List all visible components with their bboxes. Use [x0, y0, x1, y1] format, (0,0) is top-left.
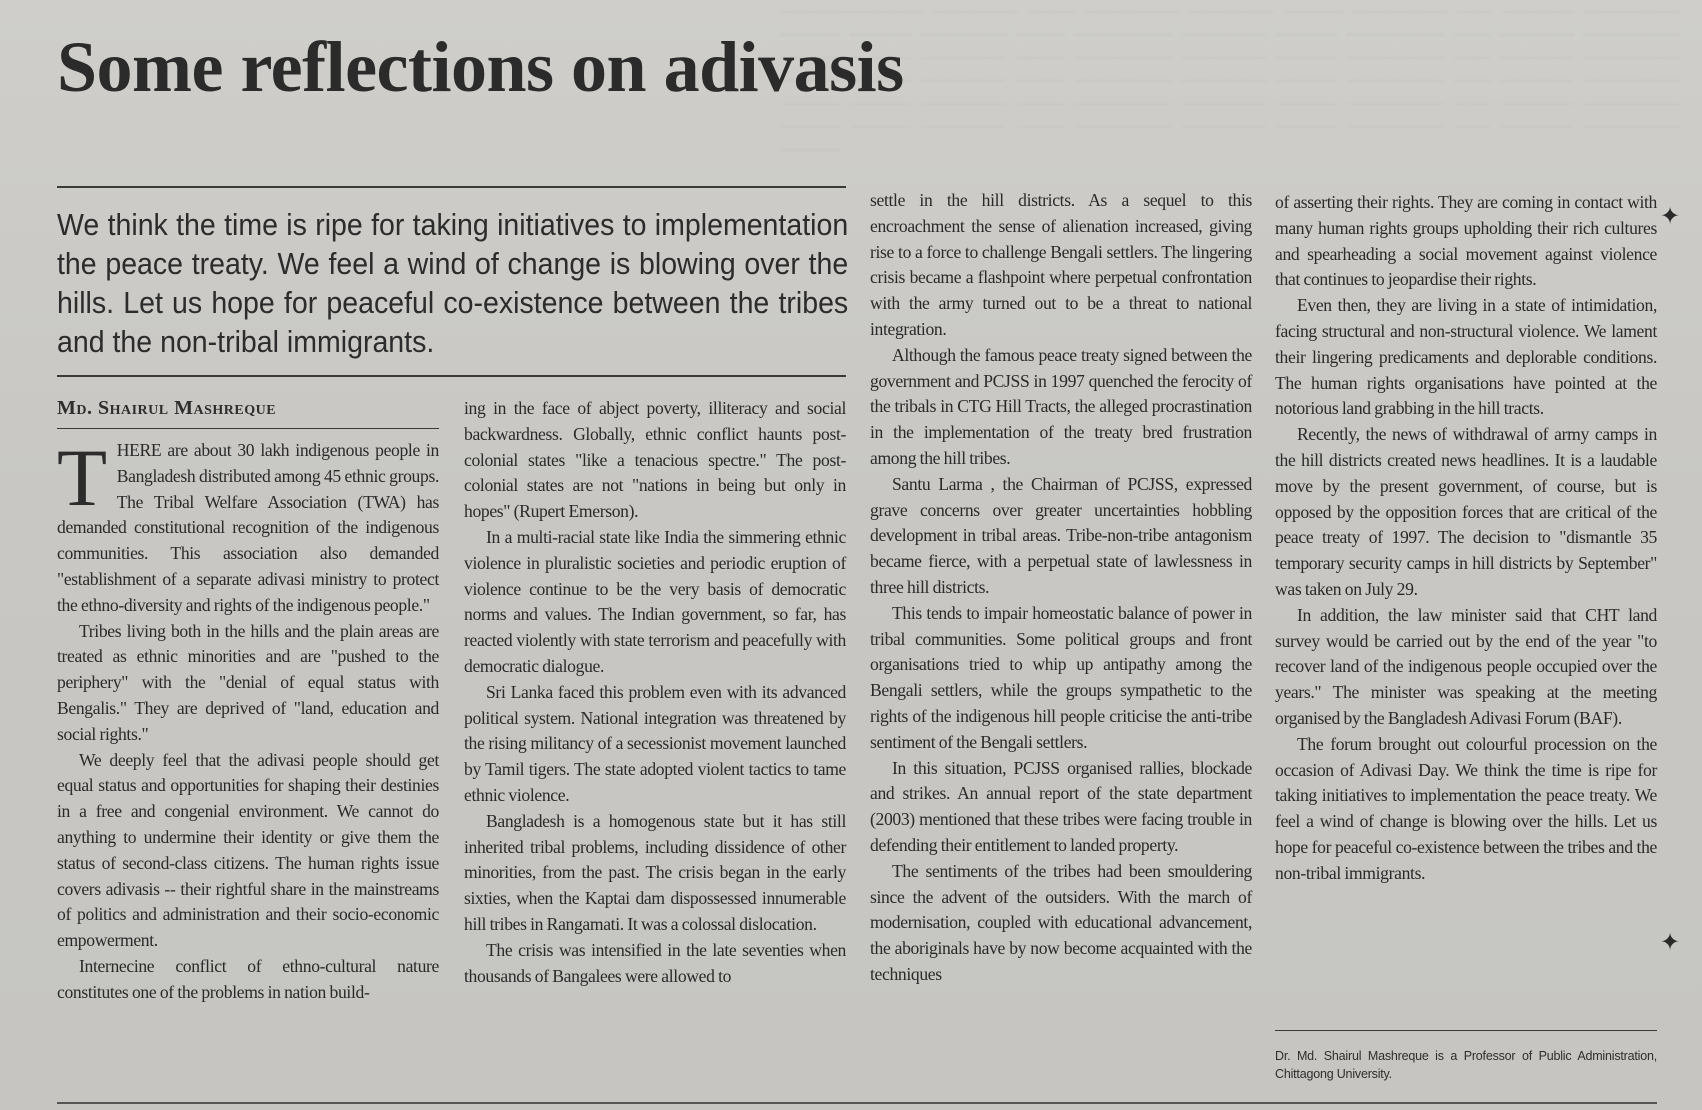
- paragraph-3: We deeply feel that the adivasi people should get equal status and opportunities for shaping their destinies in a free and congenial environment. We cannot do anything to undermine their identity or give them the status of second-class citizens. The human rights issue covers adivasis -- their rightful share in the mainstreams of politics and administration and their socio-economic empowerment.: [57, 749, 439, 951]
- paragraph-5: The forum brought out colourful procession on the occasion of Adivasi Day. We think the time is ripe for taking initiatives to implementation the peace treaty. We feel a wind of change is blowing over the hills. Let us hope for peaceful co-existence between the tribes and the non-tribal immigrants.: [1275, 733, 1657, 883]
- standfirst-bottom-rule: [57, 375, 846, 377]
- scan-speck-mark: ✦: [1660, 204, 1681, 230]
- paragraph-2: Although the famous peace treaty signed between the government and PCJSS in 1997 quenched the ferocity of the tribals in CTG Hill Tracts, the alleged procrastination in the implementation of the treaty bred frustration among the hill tribes.: [870, 344, 1252, 468]
- article-column-3: [870, 188, 1252, 988]
- paragraph-1: settle in the hill districts. As a sequel to this encroachment the sense of alienation increased, giving rise to a force to challenge Bengali settlers. The lingering crisis became a flashpoint where perpetual confrontation with the army turned out to be a threat to national integration.: [870, 190, 1252, 339]
- standfirst-top-rule: [57, 186, 846, 188]
- article-byline: Md. Shairul Mashreque: [57, 397, 277, 419]
- show-through-text: ──────────── ─────── ──── ──────── ─────── ───── ──────── ─── ────── ──────── ───── ───── ─────── ──── ──────── ─────── ───── ──────── ─── ────── ──────── ───── ───── ─────── ──── ──────── ─────── ───── ──────── ─── ────── ──────── ───── ───── ─────── ──── ──────── ─────── ───── ──────── ─── ────── ──────── ───── ───── ─────── ──── ──────── ─────── ───── ──────── ─── ────── ──────── ───── ───── ─────── ──── ──────── ─────── ───── ──────── ─── ────── ──────── ─────: [780, 2, 1680, 159]
- article-headline: Some reflections on adivasis: [57, 27, 904, 107]
- paragraph-5: The crisis was intensified in the late seventies when thousands of Bangalees were allowed to: [464, 939, 846, 986]
- page-bottom-rule: [57, 1102, 1657, 1104]
- paragraph-2: In a multi-racial state like India the simmering ethnic violence in pluralistic societies and periodic eruption of violence continue to be the very basis of democratic norms and values. The Indian government, so far, has reacted violently with state terrorism and peacefully with democratic dialogue.: [464, 526, 846, 676]
- byline-rule: [57, 428, 439, 429]
- paragraph-1: of asserting their rights. They are coming in contact with many human rights groups upholding their rich cultures and spearheading a social movement against violence that continues to jeopardise their rights.: [1275, 192, 1657, 290]
- paragraph-2: Even then, they are living in a state of intimidation, facing structural and non-structural violence. We lament their lingering predicaments and deplorable conditions. The human rights organisations have pointed at the notorious land grabbing in the hill tracts.: [1275, 295, 1657, 419]
- paragraph-2: Tribes living both in the hills and the plain areas are treated as ethnic minorities and are "pushed to the periphery" with the "denial of equal status with Bengalis." They are deprived of "land, education and social rights.": [57, 620, 439, 744]
- paragraph-4: In addition, the law minister said that CHT land survey would be carried out by the end of the year "to recover land of the indigenous people occupied over the years." The minister was speaking at the meeting organised by the Bangladesh Adivasi Forum (BAF).: [1275, 604, 1657, 728]
- article-column-1: [57, 432, 439, 1006]
- paragraph-3: Sri Lanka faced this problem even with its advanced political system. National integration was threatened by the rising militancy of a secessionist movement launched by Tamil tigers. The state adopted violent tactics to tame ethnic violence.: [464, 681, 846, 805]
- drop-cap: T: [57, 432, 107, 523]
- paragraph-3: Recently, the news of withdrawal of army camps in the hill districts created news headlines. It is a laudable move by the present government, of course, but is opposed by the opposition forces that are critical of the peace treaty of 1997. The decision to "dismantle 35 temporary security camps in hill districts by September" was taken on July 29.: [1275, 424, 1657, 599]
- paragraph-1: THERE are about 30 lakh indigenous people in Bangladesh distributed among 45 ethnic groups. The Tribal Welfare Association (TWA) has demanded constitutional recognition of the indigenous communities. This association also demanded "establishment of a separate adivasi ministry to protect the ethno-diversity and rights of the indigenous people.": [57, 432, 439, 615]
- article-standfirst: We think the time is ripe for taking initiatives to implementation the peace treaty. We feel a wind of change is blowing over the hills. Let us hope for peaceful co-existence between the tribes and the non-tribal immigrants.: [57, 207, 849, 359]
- paragraph-1: ing in the face of abject poverty, illiteracy and social backwardness. Globally, ethnic conflict haunts post-colonial states "like a tenacious spectre." The post-colonial states are not "nations in being but only in hopes" (Rupert Emerson).: [464, 398, 846, 522]
- paragraph-4: Bangladesh is a homogenous state but it has still inherited tribal problems, including dissidence of other minorities, from the past. The crisis began in the early sixties, when the Kaptai dam dispossessed innumerable hill tribes in Rangamati. It was a colossal dislocation.: [464, 810, 846, 934]
- article-column-4: [1275, 190, 1657, 887]
- paragraph-6: The sentiments of the tribes had been smouldering since the advent of the outsiders. With the march of modernisation, coupled with educational advancement, the aboriginals have by now become acquainted with the techniques: [870, 860, 1252, 984]
- article-column-2: [464, 396, 846, 989]
- author-bio: Dr. Md. Shairul Mashreque is a Professor of Public Administration, Chittagong University.: [1275, 1049, 1657, 1081]
- bio-rule: [1275, 1030, 1657, 1031]
- paragraph-5: In this situation, PCJSS organised rallies, blockade and strikes. An annual report of the state department (2003) mentioned that these tribes were facing trouble in defending their entitlement to landed property.: [870, 757, 1252, 855]
- paragraph-3: Santu Larma , the Chairman of PCJSS, expressed grave concerns over greater uncertainties hobbling development in tribal areas. Tribe-non-tribe antagonism became fierce, with a perpetual state of lawlessness in three hill districts.: [870, 473, 1252, 597]
- scan-speck-mark: ✦: [1660, 930, 1681, 956]
- paragraph-4: This tends to impair homeostatic balance of power in tribal communities. Some political groups and front organisations tried to whip up antipathy among the Bengali settlers, while the groups sympathetic to the rights of the indigenous hill people criticise the anti-tribe sentiment of the Bengali settlers.: [870, 602, 1252, 752]
- paragraph-4: Internecine conflict of ethno-cultural nature constitutes one of the problems in nation build-: [57, 955, 439, 1002]
